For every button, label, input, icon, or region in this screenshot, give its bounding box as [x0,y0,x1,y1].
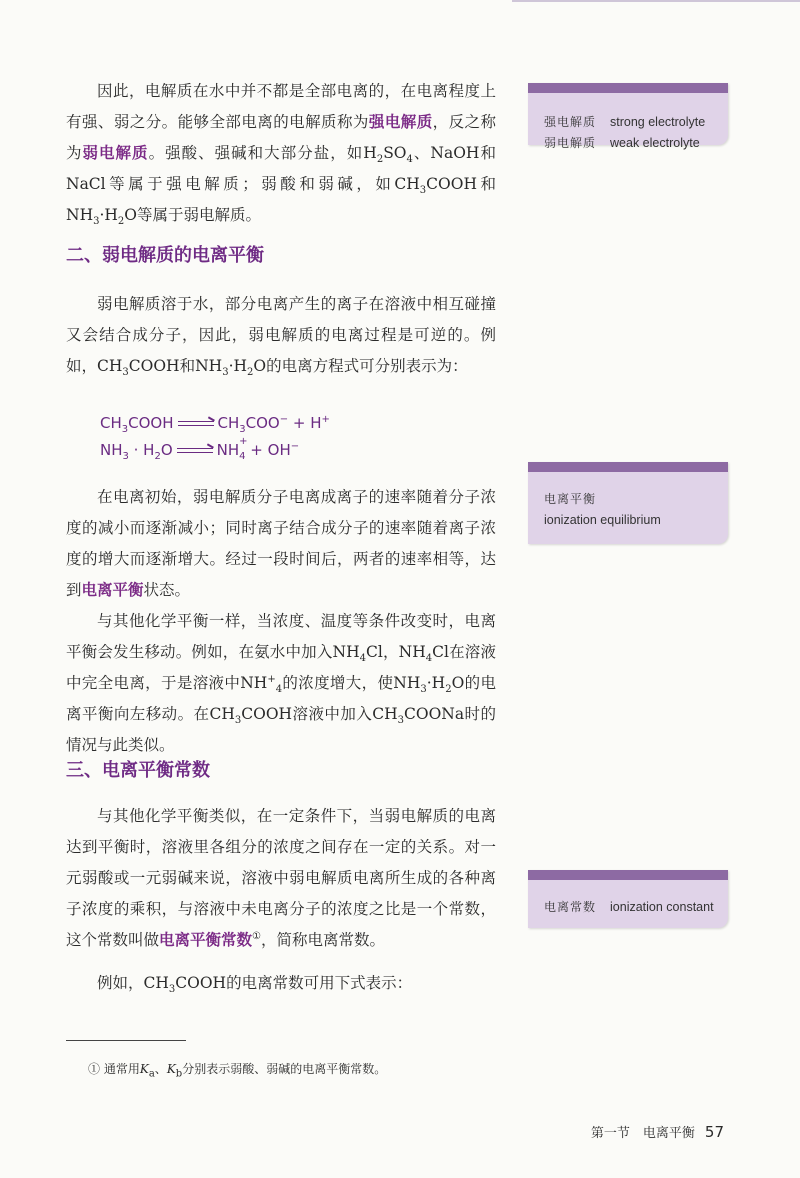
glossary-cn: 强电解质 [544,115,597,129]
reversible-arrow-icon [177,446,213,456]
paragraph-equilibrium-shift: 与其他化学平衡一样，当浓度、温度等条件改变时，电离平衡会发生移动。例如，在氨水中加入$NH_4Cl$，$NH_4Cl$在溶液中完全电离，于是溶液中$NH^+_4$的浓度增大，使$NH_3\cdot H_2O$的电离平衡向左移动。在$CH_3COOH$溶液中加入$CH_3COONa$时的情况与此类似。 [66,612,496,754]
keyword-weak-electrolyte: 弱电解质 [82,144,149,162]
text: 时的情况与此类似。 [66,705,496,754]
glossary-en: ionization constant [610,900,714,914]
equation-acetic-acid: $CH_3COOH$ $CH_3COO^- + H^+$ [100,414,330,435]
text: 在电离初始，弱电解质分子电离成离子的速率随着分子浓度的减小而逐渐减小；同时离子结合成分子的速率随着离子浓度的增大而逐渐增大。经过一段时间后，两者的速率相等，达到 [66,488,496,599]
text: 的浓度增大，使 [282,674,394,692]
text: 与其他化学平衡类似，在一定条件下，当弱电解质的电离达到平衡时，溶液里各组分的浓度之间存在一定的关系。对一元弱酸或一元弱碱来说，溶液中弱电解质电离所生成的各种离子浓度的乘积，与溶液中未电离分子的浓度之比是一个常数，这个常数叫做 [66,807,496,949]
text: 溶液中加入 [292,705,373,723]
glossary-en: strong electrolyte [610,115,706,129]
sidebar-glossary-electrolyte [528,83,728,150]
section-heading: 二、弱电解质的电离平衡 [66,245,264,266]
text: 弱电解质溶于水，部分电离产生的离子在溶液中相互碰撞又会结合成分子，因此，弱电解质的电离过程是可逆的。例如， [66,295,496,375]
top-rule [512,0,800,2]
text: 分别表示弱酸、弱碱的电离平衡常数。 [182,1062,387,1076]
paragraph-equilibrium-rate [66,482,496,606]
page-footer [591,1122,724,1141]
keyword-ionization-constant: 电离平衡常数 [159,931,253,949]
text: 通常用 [103,1062,140,1076]
page-number: 57 [704,1123,724,1141]
text: 与其他化学平衡一样，当浓度、温度等条件改变时，电离平衡会发生移动。例如，在氨水中加入 [66,612,496,661]
footnote-rule [66,1040,186,1041]
sidebar-glossary-constant [528,870,728,928]
text: 和 [179,357,196,375]
glossary-en: weak electrolyte [610,136,700,150]
text: ，反之称为 [66,113,496,162]
paragraph-ionization-constant [66,801,496,956]
text: 状态。 [143,581,191,599]
text: 等属于弱电解质。 [137,206,262,224]
text: 的电离平衡向左移动。在 [66,674,496,723]
section-heading: 三、电离平衡常数 [66,760,210,781]
text: 的电离常数可用下式表示： [226,974,413,992]
equation-ammonia: $NH_3 \cdot H_2O$ NH $_{+ 4}$ + OH− [100,436,300,462]
paragraph-reversible: 弱电解质溶于水，部分电离产生的离子在溶液中相互碰撞又会结合成分子，因此，弱电解质的电离过程是可逆的。例如，$CH_3COOH$和$NH_3\cdot H_2O$的电离方程式可分别表示为： [66,295,496,379]
text: 的电离方程式可分别表示为： [266,357,468,375]
keyword-strong-electrolyte: 强电解质 [368,113,433,131]
glossary-en: ionization equilibrium [544,513,661,527]
text: 等属于强电解质；弱酸和弱碱，如 [105,175,395,193]
footnote-mark: ① [88,1062,101,1076]
keyword-ionization-equilibrium: 电离平衡 [81,581,144,599]
text: 。强酸、强碱和大部分盐，如 [148,144,364,162]
text: ，简称电离常数。 [261,931,386,949]
section-title: 第一节 电离平衡 [590,1126,695,1141]
text: 例如， [97,974,144,992]
paragraph-example: 例如，$CH_3COOH$的电离常数可用下式表示： [97,974,413,996]
glossary-cn: 电离平衡 [544,492,597,506]
text: 因此，电解质在水中并不都是全部电离的，在电离程度上有强、弱之分。能够全部电离的电解质称为 [66,82,496,131]
text: 在溶液中完全电离，于是溶液中 [66,643,496,692]
glossary-cn: 电离常数 [544,900,597,914]
glossary-cn: 弱电解质 [544,136,597,150]
footnote: ① 通常用$K_a$、$K_b$分别表示弱酸、弱碱的电离平衡常数。 [88,1062,387,1080]
paragraph-strong-weak: 因此，电解质在水中并不都是全部电离的，在电离程度上有强、弱之分。能够全部电离的电解质称为强电解质，反之称为弱电解质。强酸、强碱和大部分盐，如$H_2SO_4$、NaOH和NaCl等属于强电解质；弱酸和弱碱，如$CH_3COOH$和$NH_3\cdot H_2O$等属于弱电解质。 [66,82,496,228]
sidebar-glossary-equilibrium [528,462,728,544]
footnote-mark: ① [252,930,261,942]
text: 、 [154,1062,167,1076]
reversible-arrow-icon [178,419,214,429]
